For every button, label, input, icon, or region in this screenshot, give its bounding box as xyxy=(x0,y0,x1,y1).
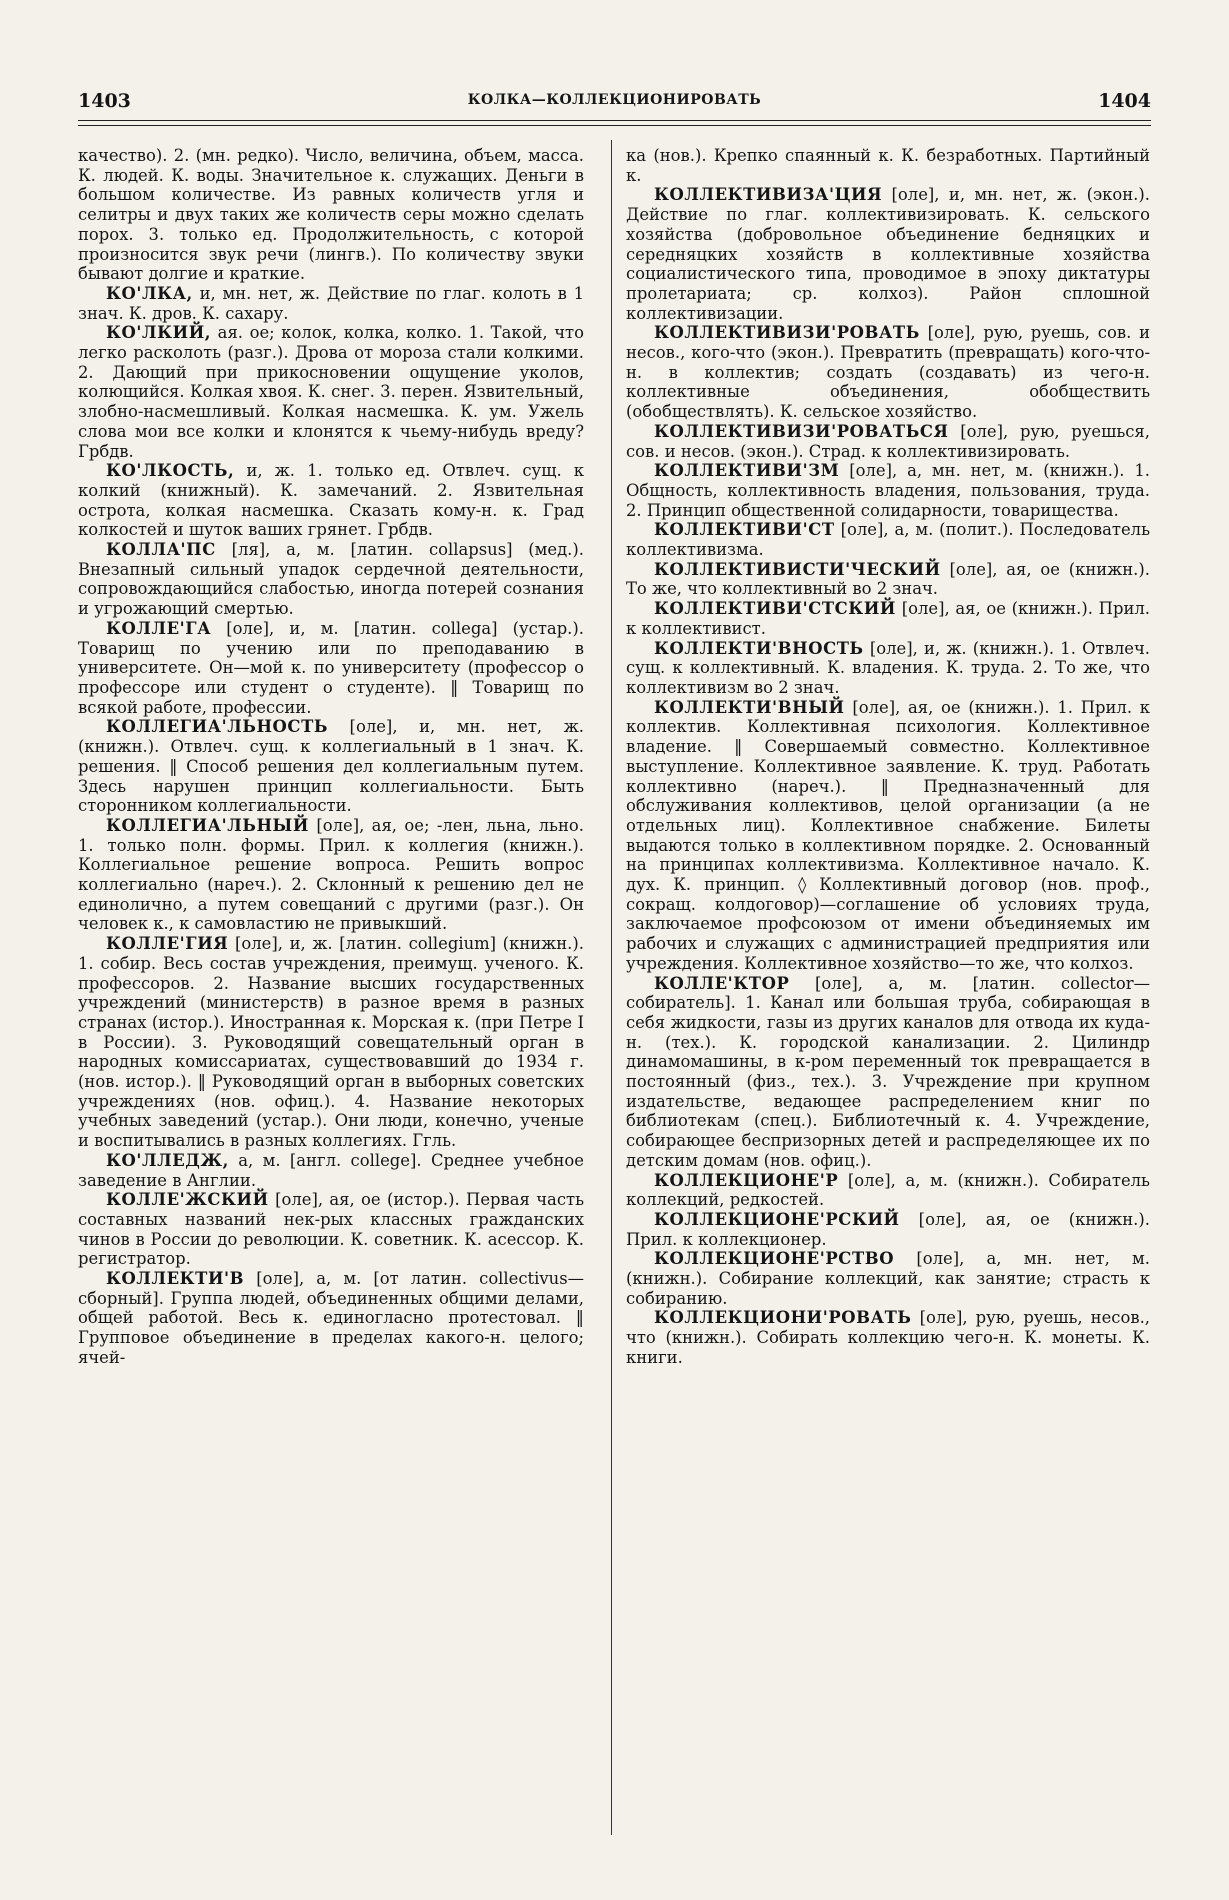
dictionary-entry xyxy=(626,1171,1150,1210)
entry-text: [оле], а, м. [от латин. collectivus—сборный]. Группа людей, объединенных общими делами, общей работой. Весь к. единогласно протестовал. ‖ Групповое объединение в пределах какого-н. целого; ячей- xyxy=(78,1269,584,1367)
entry-text: качество). 2. (мн. редко). Число, величина, объем, масса. К. людей. К. воды. Значительное к. служащих. Деньги в большом количестве. Из равных количеств угля и селитры и двух таких же количеств серы можно сделать порох. 3. только ед. Продолжительность, с которой произносится звук речи (лингв.). По количеству звуки бывают долгие и краткие. xyxy=(78,146,584,284)
entry-headword: КОЛЛА'ПС xyxy=(106,540,216,560)
dictionary-entry xyxy=(78,284,584,323)
entry-text: и, ж. 1. только ед. Отвлеч. сущ. к колкий (книжный). К. замечаний. 2. Язвительная острота, колкая насмешка. Сказать кому-н. к. Град колкостей и шуток ваших грянет. Грбдв. xyxy=(78,461,584,540)
entry-headword: КОЛЛЕ'ГИЯ xyxy=(106,934,229,954)
page-number-left: 1403 xyxy=(78,90,131,112)
entry-text: [оле], и, мн. нет, ж. (книжн.). Отвлеч. сущ. к коллегиальный в 1 знач. К. решения. ‖ Способ решения дел коллегиальным путем. Здесь нарушен принцип коллегиальности. Быть сторонником коллегиальности. xyxy=(78,717,584,816)
entry-text: [оле], а, м. (полит.). Последователь коллективизма. xyxy=(626,520,1150,560)
entry-headword: КО'ЛЛЕДЖ, xyxy=(106,1150,229,1170)
entry-headword: КО'ЛКИЙ, xyxy=(106,323,212,343)
entry-headword: КОЛЛЕГИА'ЛЬНЫЙ xyxy=(106,815,309,835)
left-column xyxy=(78,146,584,1368)
running-head: КОЛКА—КОЛЛЕКЦИОНИРОВАТЬ xyxy=(467,92,762,108)
dictionary-entry xyxy=(78,717,584,816)
entry-headword: КОЛЛЕ'ГА xyxy=(106,618,212,638)
entry-continuation xyxy=(626,146,1150,185)
entry-text: [оле], и, м. [латин. collega] (устар.). Товарищ по учению или по преподаванию в университете. Он—мой к. по университету (профессор о профессоре или студент о студенте). ‖ Товарищ по всякой работе, профессии. xyxy=(78,618,584,717)
entry-headword: КОЛЛЕКТИВИЗИ'РОВАТЬ xyxy=(654,323,920,343)
entry-headword: КО'ЛКОСТЬ, xyxy=(106,461,235,481)
entry-headword: КОЛЛЕКЦИОНЕ'РСКИЙ xyxy=(654,1209,900,1229)
dictionary-entry xyxy=(78,1151,584,1190)
entry-text: ая. ое; колок, колка, колко. 1. Такой, что легко расколоть (разг.). Дрова от мороза стали колкими. 2. Дающий при прикосновении ощущение уколов, колющийся. Колкая хвоя. К. снег. 3. перен. Язвительный, злобно-насмешливый. Колкая насмешка. К. ум. Ужель слова мои все колки и клонятся к чьему-нибудь вреду? Грбдв. xyxy=(78,323,584,461)
dictionary-entry xyxy=(78,540,584,619)
dictionary-entry xyxy=(626,422,1150,461)
dictionary-entry xyxy=(626,639,1150,698)
entry-text: [оле], ая, ое (книжн.). То же, что коллективный во 2 знач. xyxy=(626,559,1150,599)
entry-text: [оле], рую, руешь, сов. и несов., кого-что (экон.). Превратить (превращать) кого-что-н. в коллектив; создать (создавать) из чего-н. коллективные объединения, обобществить (обобществлять). К. сельское хозяйство. xyxy=(626,323,1150,422)
entry-text: [оле], а, м. [латин. collector—собиратель]. 1. Канал или большая труба, собирающая в себя жидкости, газы из других каналов для отвода их куда-н. (тех.). К. городской канализации. 2. Цилиндр динамомашины, в к-ром переменный ток превращается в постоянный (физ., тех.). 3. Учреждение при крупном издательстве, ведающее распределением книг по библиотекам (спец.). Библиотечный к. 4. Учреждение, собирающее беспризорных детей и распределяющее их по детским домам (нов. офиц.). xyxy=(626,973,1150,1170)
dictionary-entry xyxy=(626,185,1150,323)
entry-text: [оле], а, мн. нет, м. (книжн.). 1. Общность, коллективность владения, пользования, труда. 2. Принцип общественной солидарности, товарищества. xyxy=(626,461,1150,520)
entry-headword: КОЛЛЕКЦИОНЕ'Р xyxy=(654,1170,839,1190)
entry-text: [оле], ая, ое (книжн.). Прил. к коллективист. xyxy=(626,599,1150,638)
dictionary-entry xyxy=(626,323,1150,422)
entry-headword: КОЛЛЕ'ЖСКИЙ xyxy=(106,1190,269,1210)
dictionary-entry xyxy=(626,599,1150,638)
entry-text: [оле], ая, ое; -лен, льна, льно. 1. только полн. формы. Прил. к коллегия (книжн.). Коллегиальное решение вопроса. Решить вопрос коллегиально (нареч.). 2. Склонный к решению дел не единолично, а путем совещаний с другими (разг.). Он человек к., к самовластию не привыкший. xyxy=(78,815,584,934)
entry-text: [ля], а, м. [латин. collapsus] (мед.). Внезапный сильный упадок сердечной деятельности, сопровождающийся слабостью, иногда потерей сознания и угрожающий смертью. xyxy=(78,540,584,619)
entry-text: [оле], ая, ое (истор.). Первая часть составных названий нек-рых классных гражданских чинов в России до революции. К. советник. К. асессор. К. регистратор. xyxy=(78,1190,584,1269)
header-rule-secondary xyxy=(78,125,1151,126)
dictionary-entry xyxy=(78,934,584,1151)
entry-headword: КОЛЛЕКТИВИЗИ'РОВАТЬСЯ xyxy=(654,421,949,441)
entry-text: [оле], рую, руешься, сов. и несов. (экон.). Страд. к коллективизировать. xyxy=(626,421,1150,461)
entry-headword: КОЛЛЕКЦИОНИ'РОВАТЬ xyxy=(654,1308,912,1328)
entry-text: [оле], и, ж. (книжн.). 1. Отвлеч. сущ. к коллективный. К. владения. К. труда. 2. То же, что коллективизм во 2 знач. xyxy=(626,638,1150,697)
column-divider xyxy=(611,140,612,1835)
entry-headword: КОЛЛЕКТИВИЗА'ЦИЯ xyxy=(654,185,883,205)
entry-headword: КОЛЛЕКТИ'В xyxy=(106,1269,245,1289)
dictionary-entry xyxy=(626,1210,1150,1249)
entry-text: [оле], ая, ое (книжн.). Прил. к коллекционер. xyxy=(626,1209,1150,1249)
header-rule xyxy=(78,120,1151,121)
dictionary-entry xyxy=(626,974,1150,1171)
dictionary-entry xyxy=(78,816,584,934)
entry-headword: КОЛЛЕКТИВИ'ЗМ xyxy=(654,461,840,481)
entry-headword: КОЛЛЕКТИВИ'СТСКИЙ xyxy=(654,599,896,619)
dictionary-entry xyxy=(626,698,1150,974)
entry-text: [оле], и, мн. нет, ж. (экон.). Действие по глаг. коллективизировать. К. сельского хозяйства (добровольное объединение бедняцких и середняцких хозяйств в коллективные хозяйства социалистического типа, проводимое в эпоху диктатуры пролетариата; ср. колхоз). Район сплошной коллективизации. xyxy=(626,185,1150,323)
entry-text: [оле], и, ж. [латин. collegium] (книжн.). 1. собир. Весь состав учреждения, преимущ. ученого. К. профессоров. 2. Название высших государственных учреждений (министерств) в разное время в разных странах (истор.). Иностранная к. Морская к. (при Петре I в России). 3. Руководящий совещательный орган в народных комиссариатах, существовавший до 1934 г. (нов. истор.). ‖ Руководящий орган в выборных советских учреждениях (нов. офиц.). 4. Название некоторых учебных заведений (устар.). Они люди, конечно, ученые и воспитывались в разных коллегиях. Ггль. xyxy=(78,934,584,1151)
entry-headword: КОЛЛЕКТИ'ВНОСТЬ xyxy=(654,638,864,658)
dictionary-entry xyxy=(626,520,1150,559)
entry-continuation xyxy=(78,146,584,284)
dictionary-entry xyxy=(78,1190,584,1269)
dictionary-entry xyxy=(78,1269,584,1368)
entry-headword: КОЛЛЕКТИВИ'СТ xyxy=(654,520,835,540)
right-column xyxy=(626,146,1150,1368)
entry-headword: КОЛЛЕГИА'ЛЬНОСТЬ xyxy=(106,717,328,737)
dictionary-entry xyxy=(626,1249,1150,1308)
entry-headword: КОЛЛЕКТИ'ВНЫЙ xyxy=(654,697,845,717)
dictionary-entry xyxy=(626,560,1150,599)
entry-text: и, мн. нет, ж. Действие по глаг. колоть в 1 знач. К. дров. К. сахару. xyxy=(78,283,584,323)
entry-text: [оле], рую, руешь, несов., что (книжн.). Собирать коллекцию чего-н. К. монеты. К. книги. xyxy=(626,1308,1150,1367)
page-number-right: 1404 xyxy=(1098,90,1151,112)
dictionary-entry xyxy=(626,461,1150,520)
entry-text: [оле], а, мн. нет, м. (книжн.). Собирание коллекций, как занятие; страсть к собиранию. xyxy=(626,1249,1150,1308)
entry-text: [оле], ая, ое (книжн.). 1. Прил. к коллектив. Коллективная психология. Коллективное владение. ‖ Совершаемый совместно. Коллективное выступление. Коллективное заявление. К. труд. Работать коллективно (нареч.). ‖ Предназначенный для обслуживания коллективов, целой организации (а не отдельных лиц). Коллективное снабжение. Билеты выдаются только в коллективном порядке. 2. Основанный на принципах коллективизма. Коллективное начало. К. дух. К. принцип. ◊ Коллективный договор (нов. проф., сокращ. колдоговор)—соглашение об условиях труда, заключаемое профсоюзом от имени объединяемых им рабочих и служащих с администрацией предприятия или учреждения. Коллективное хозяйство—то же, что колхоз. xyxy=(626,697,1150,973)
entry-headword: КОЛЛЕ'КТОР xyxy=(654,973,790,993)
page-header xyxy=(78,90,1151,118)
dictionary-entry xyxy=(78,619,584,718)
dictionary-entry xyxy=(78,461,584,540)
entry-text: а, м. [англ. college]. Среднее учебное заведение в Англии. xyxy=(78,1150,584,1190)
entry-headword: КОЛЛЕКЦИОНЕ'РСТВО xyxy=(654,1249,895,1269)
entry-headword: КО'ЛКА, xyxy=(106,283,193,303)
entry-text: ка (нов.). Крепко спаянный к. К. безработных. Партийный к. xyxy=(626,146,1150,185)
entry-text: [оле], а, м. (книжн.). Собиратель коллекций, редкостей. xyxy=(626,1170,1150,1210)
entry-headword: КОЛЛЕКТИВИСТИ'ЧЕСКИЙ xyxy=(654,559,941,579)
dictionary-entry xyxy=(626,1308,1150,1367)
dictionary-entry xyxy=(78,323,584,461)
